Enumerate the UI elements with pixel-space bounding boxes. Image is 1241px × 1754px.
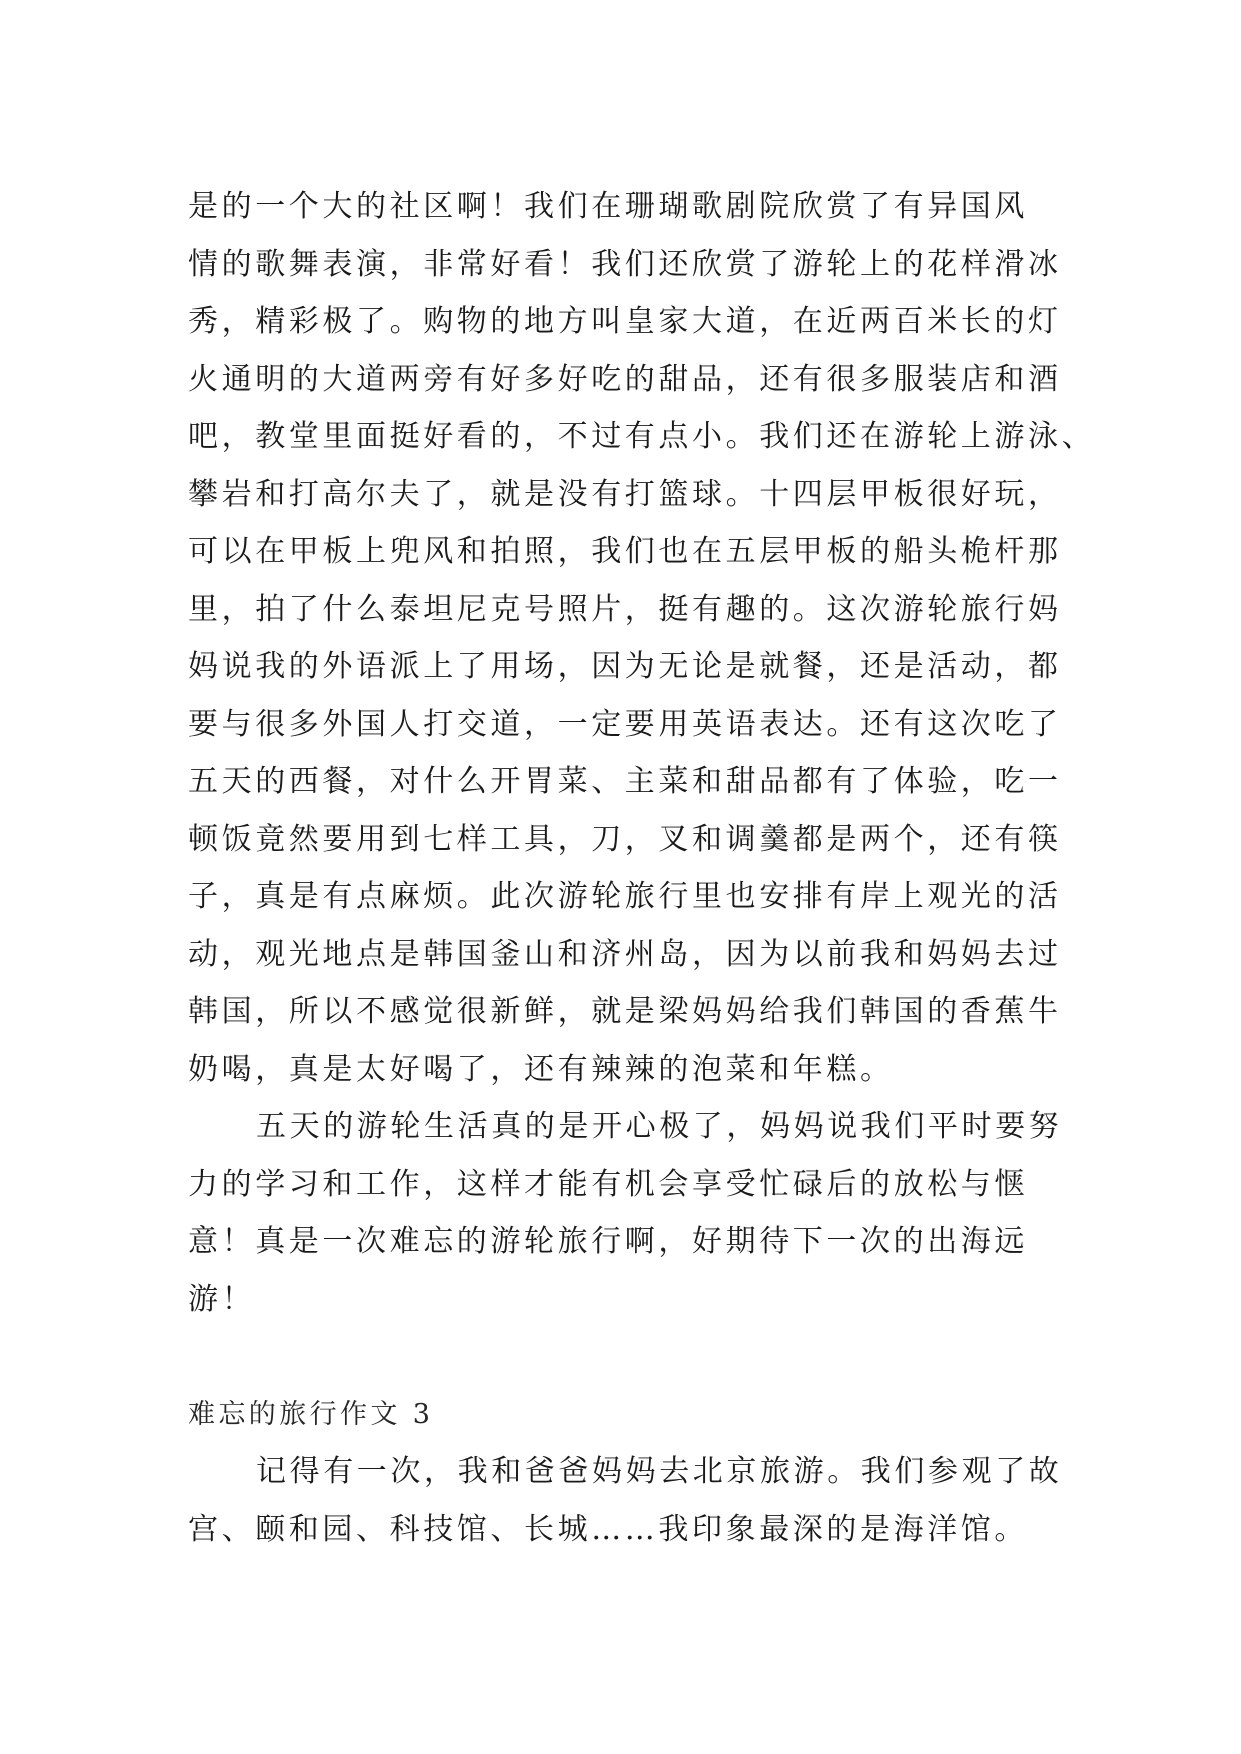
text-line: 宫、颐和园、科技馆、长城……我印象最深的是海洋馆。 — [188, 1511, 1028, 1547]
text-line: 奶喝，真是太好喝了，还有辣辣的泡菜和年糕。 — [188, 1051, 894, 1087]
text-line: 子，真是有点麻烦。此次游轮旅行里也安排有岸上观光的活 — [188, 879, 1062, 914]
text-line: 攀岩和打高尔夫了，就是没有打篮球。十四层甲板很好玩， — [188, 476, 1062, 512]
text-line: 意！真是一次难忘的游轮旅行啊，好期待下一次的出海远 — [188, 1224, 1028, 1259]
paragraph-3 — [188, 1443, 1063, 1558]
paragraph-spacer — [188, 1328, 1056, 1386]
paragraph-2 — [188, 1098, 1063, 1328]
text-line: 是的一个大的社区啊！我们在珊瑚歌剧院欣赏了有异国风 — [188, 189, 1028, 224]
text-line: 记得有一次，我和爸爸妈妈去北京旅游。我们参观了故 — [256, 1454, 1063, 1489]
text-line: 妈说我的外语派上了用场，因为无论是就餐，还是活动，都 — [188, 649, 1062, 684]
text-line: 秀，精彩极了。购物的地方叫皇家大道，在近两百米长的灯 — [188, 304, 1062, 339]
section-heading: 难忘的旅行作文 3 — [188, 1398, 434, 1430]
text-line: 顿饭竟然要用到七样工具，刀，叉和调羹都是两个，还有筷 — [188, 821, 1062, 857]
text-line: 情的歌舞表演，非常好看！我们还欣赏了游轮上的花样滑冰 — [188, 246, 1062, 282]
text-line: 五天的游轮生活真的是开心极了，妈妈说我们平时要努 — [256, 1109, 1063, 1144]
text-line: 动，观光地点是韩国釜山和济州岛，因为以前我和妈妈去过 — [188, 936, 1062, 972]
text-line: 五天的西餐，对什么开胃菜、主菜和甜品都有了体验，吃一 — [188, 764, 1062, 799]
text-line: 火通明的大道两旁有好多好吃的甜品，还有很多服装店和酒 — [188, 361, 1062, 397]
document-body — [188, 178, 1096, 1558]
text-line: 吧，教堂里面挺好看的，不过有点小。我们还在游轮上游泳、 — [188, 419, 1096, 454]
text-line: 韩国，所以不感觉很新鲜，就是梁妈妈给我们韩国的香蕉牛 — [188, 994, 1062, 1029]
text-line: 游！ — [188, 1281, 256, 1317]
text-line: 里，拍了什么泰坦尼克号照片，挺有趣的。这次游轮旅行妈 — [188, 591, 1062, 627]
paragraph-1 — [188, 178, 1096, 1098]
text-line: 要与很多外国人打交道，一定要用英语表达。还有这次吃了 — [188, 706, 1062, 742]
text-line: 力的学习和工作，这样才能有机会享受忙碌后的放松与惬 — [188, 1166, 1028, 1202]
text-line: 可以在甲板上兜风和拍照，我们也在五层甲板的船头桅杆那 — [188, 534, 1062, 569]
